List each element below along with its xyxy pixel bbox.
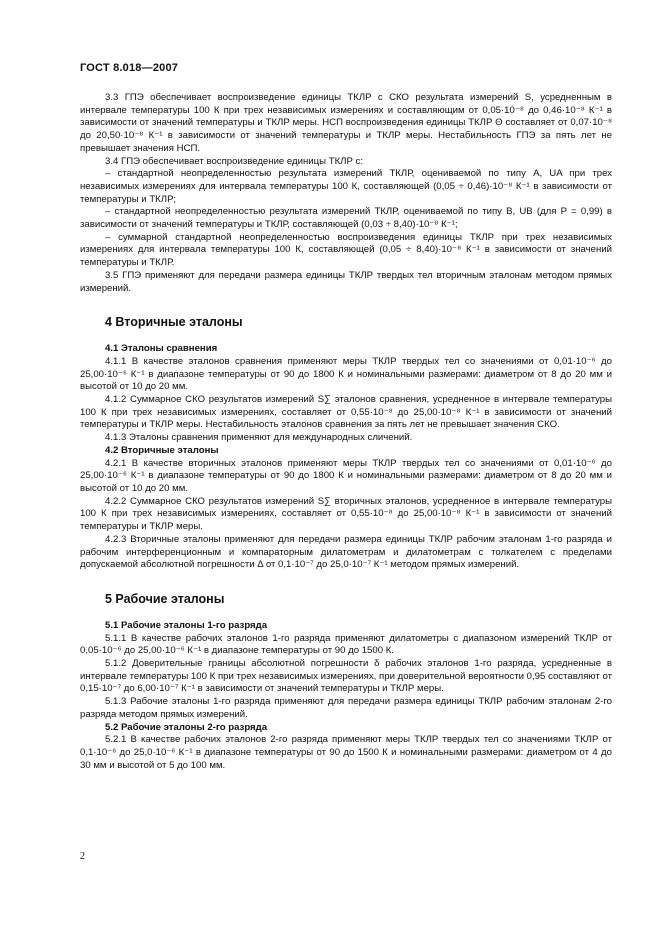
document-body <box>80 92 612 772</box>
paragraph-5-2-1: 5.2.1 В качестве рабочих эталонов 2-го разряда применяют меры ТКЛР твердых тел со значениями ТКЛР от 0,1·10⁻⁶ до 25,0·10⁻⁶ К⁻¹ в диапазоне температуры от 90 до 1500 К и номинальными размерами: диаметром от 4 до 30 мм и высотой от 5 до 100 мм. <box>80 734 612 771</box>
subsection-heading-4-1: 4.1 Эталоны сравнения <box>105 343 218 355</box>
document-header: ГОСТ 8.018—2007 <box>80 62 179 74</box>
paragraph-5-1-2: 5.1.2 Доверительные границы абсолютной погрешности δ рабочих эталонов 1-го разряда, усредненные в интервале температуры 100 К при трех независимых измерениях, при доверительной вероятности 0,95 составляют от 0,15·10⁻⁷ до 6,00·10⁻⁷ К⁻¹ в зависимости от значений температуры и ТКЛР меры. <box>80 658 612 695</box>
list-item-3-4-b: – стандартной неопределенностью результата измерений ТКЛР, оцениваемой по типу B, UB (для P = 0,99) в зависимости от значений температуры и ТКЛР, составляющей (0,03 ÷ 8,40)·10⁻⁸ К⁻¹; <box>80 206 612 231</box>
list-item-3-4-a: – стандартной неопределенностью результата измерений ТКЛР, оцениваемой по типу A, UA при трех независимых измерениях для интервала температуры 100 К, составляющей (0,05 ÷ 0,46)·10⁻⁸ К⁻¹ в зависимости от температуры и ТКЛР; <box>80 168 612 205</box>
paragraph-5-1-3: 5.1.3 Рабочие эталоны 1-го разряда применяют для передачи размера единицы ТКЛР рабочим эталонам 2-го разряда методом прямых измерений. <box>80 696 612 720</box>
paragraph-3-4: 3.4 ГПЭ обеспечивает воспроизведение единицы ТКЛР с: <box>105 155 363 167</box>
paragraph-4-1-3: 4.1.3 Эталоны сравнения применяют для международных сличений. <box>105 432 413 444</box>
section-heading-4: 4 Вторичные эталоны <box>105 315 243 330</box>
paragraph-4-2-2: 4.2.2 Суммарное СКО результатов измерений S∑ вторичных эталонов, усредненное в интервале температуры 100 К при трех независимых измерениях, составляет от 0,55·10⁻⁸ до 25,00·10⁻⁸ К⁻¹ в зависимости от значений температуры и ТКЛР меры. <box>80 495 612 533</box>
paragraph-4-2-3: 4.2.3 Вторичные эталоны применяют для передачи размера единицы ТКЛР рабочим эталонам 1-го разряда и рабочим интерференционным и компараторным дилатометрам и дилатометрам с толкателем с пределами допускаемой абсолютной погрешности Δ от 0,1·10⁻⁷ до 25,0·10⁻⁷ К⁻¹ методом прямых измерений. <box>80 533 612 571</box>
paragraph-5-1-1: 5.1.1 В качестве рабочих эталонов 1-го разряда применяют дилатометры с диапазоном измерений ТКЛР от 0,05·10⁻⁶ до 25,00·10⁻⁶ К⁻¹ в диапазоне температуры от 90 до 1500 К. <box>80 632 612 657</box>
page-number: 2 <box>80 851 85 862</box>
subsection-heading-4-2: 4.2 Вторичные эталоны <box>105 444 219 456</box>
paragraph-4-1-2: 4.1.2 Суммарное СКО результатов измерений S∑ эталонов сравнения, усредненное в интервале температуры 100 К при трех независимых измерениях, составляет от 0,55·10⁻⁸ до 25,00·10⁻⁸ К⁻¹ в зависимости от значений температуры и ТКЛР меры. Нестабильность эталонов сравнения за пять лет не превышает значения СКО. <box>80 394 612 431</box>
paragraph-3-5: 3.5 ГПЭ применяют для передачи размера единицы ТКЛР твердых тел вторичным эталонам методом прямых измерений. <box>80 269 612 294</box>
paragraph-3-3: 3.3 ГПЭ обеспечивает воспроизведение единицы ТКЛР с СКО результата измерений S, усредненным в интервале температуры 100 К при трех независимых измерениях и составляющим от 0,05·10⁻⁸ до 0,46·10⁻⁸ К⁻¹ в зависимости от значений температуры и ТКЛР меры. НСП воспроизведения единицы ТКЛР Θ составляет от 0,07·10⁻⁸ до 20,50·10⁻⁸ К⁻¹ в зависимости от значений температуры и ТКЛР меры. Нестабильность ГПЭ за пять лет не превышает значения НСП. <box>80 92 612 154</box>
subsection-heading-5-1: 5.1 Рабочие эталоны 1-го разряда <box>105 619 268 631</box>
subsection-heading-5-2: 5.2 Рабочие эталоны 2-го разряда <box>105 721 268 733</box>
section-heading-5: 5 Рабочие эталоны <box>105 591 225 606</box>
list-item-3-4-c: – суммарной стандартной неопределенностью воспроизведения единицы ТКЛР при трех независимых измерениях для интервала температуры 100 К, составляющей (0,05 ÷ 8,40)·10⁻⁸ К⁻¹ в зависимости от значений температуры и ТКЛР. <box>80 231 612 269</box>
paragraph-4-2-1: 4.2.1 В качестве вторичных эталонов применяют меры ТКЛР твердых тел со значениями от 0,01·10⁻⁶ до 25,00·10⁻⁶ К⁻¹ в диапазоне температуры от 90 до 1800 К и номинальными размерами: диаметром от 8 до 20 мм и высотой от 10 до 20 мм. <box>80 457 612 494</box>
paragraph-4-1-1: 4.1.1 В качестве эталонов сравнения применяют меры ТКЛР твердых тел со значениями от 0,01·10⁻⁶ до 25,00·10⁻⁶ К⁻¹ в диапазоне температуры от 90 до 1800 К и номинальными размерами: диаметром от 8 до 20 мм и высотой от 10 до 20 мм. <box>80 355 612 393</box>
